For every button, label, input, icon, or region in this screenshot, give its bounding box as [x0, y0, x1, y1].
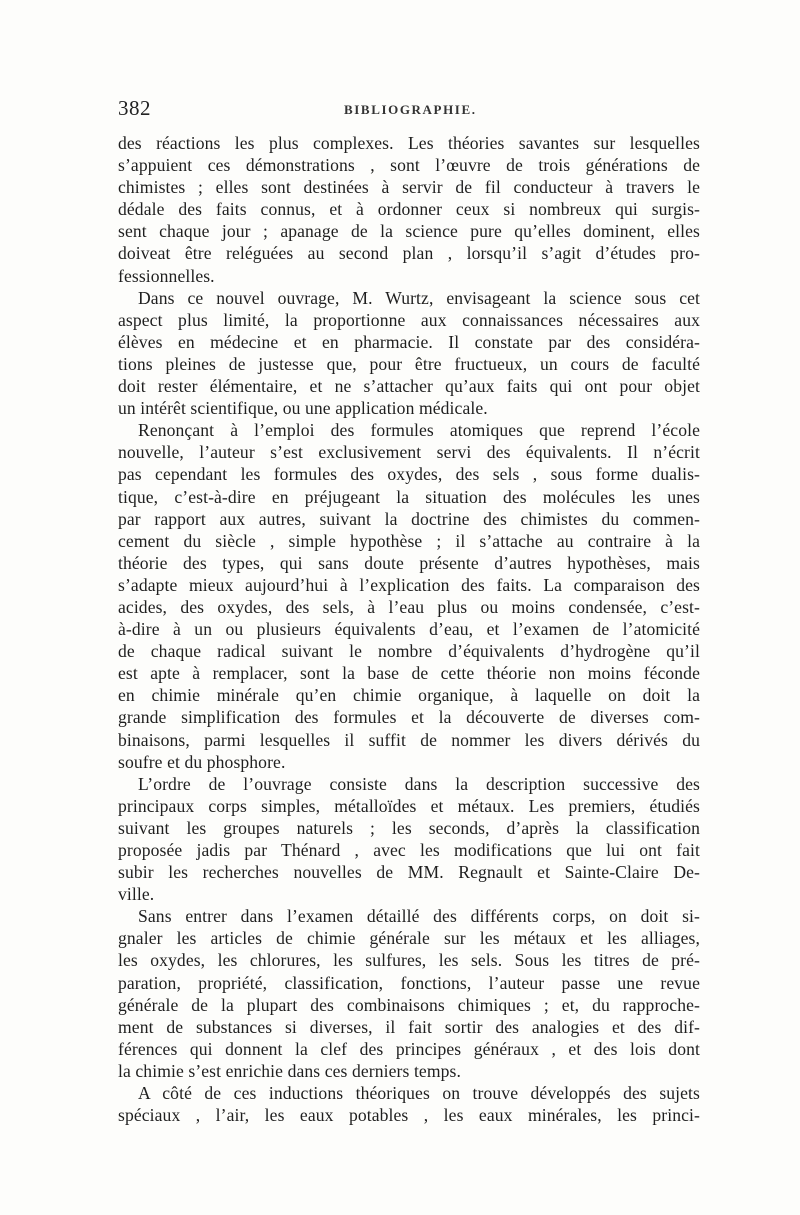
text-line: aspect plus limité, la proportionne aux connaissances nécessaires aux [118, 309, 700, 330]
text-line: sent chaque jour ; apanage de la science pure qu’elles dominent, elles [118, 221, 700, 242]
text-line: spéciaux , l’air, les eaux potables , les eaux minérales, les princi- [118, 1105, 700, 1126]
text-line: grande simplification des formules et la découverte de diverses com- [118, 707, 700, 728]
text-line: en chimie minérale qu’en chimie organique, à laquelle on doit la [118, 685, 700, 706]
text-line: doit rester élémentaire, et ne s’attacher qu’aux faits qui ont pour objet [118, 376, 700, 397]
text-line: proposée jadis par Thénard , avec les modifications que lui ont fait [118, 840, 700, 860]
text-line: doiveat être reléguées au second plan , lorsqu’il s’agit d’études pro- [118, 243, 700, 264]
paragraph-6 [118, 1082, 700, 1126]
paragraph-2 [118, 287, 700, 420]
running-head [118, 96, 700, 126]
text-line: ville. [118, 884, 155, 905]
text-line: A côté de ces inductions théoriques on trouve développés des sujets [138, 1083, 700, 1104]
text-line: la chimie s’est enrichie dans ces derniers temps. [118, 1060, 461, 1081]
text-line: cement du siècle , simple hypothèse ; il s’attache au contraire à la [118, 530, 700, 551]
text-line: pas cependant les formules des oxydes, des sels , sous forme dualis- [118, 464, 700, 485]
text-line: binaisons, parmi lesquelles il suffit de nommer les divers dérivés du [118, 729, 700, 750]
text-line: un intérêt scientifique, ou une application médicale. [118, 398, 488, 419]
text-line: tique, c’est-à-dire en préjugeant la situation des molécules les unes [118, 486, 700, 507]
page-number: 382 [118, 96, 151, 120]
text-line: suivant les groupes naturels ; les seconds, d’après la classification [118, 817, 700, 838]
text-line: nouvelle, l’auteur s’est exclusivement servi des équivalents. Il n’écrit [118, 442, 700, 463]
text-line: subir les recherches nouvelles de MM. Regnault et Sainte-Claire De- [118, 862, 700, 883]
text-line: à-dire à un ou plusieurs équivalents d’eau, et l’examen de l’atomicité [118, 619, 700, 640]
text-line: s’adapte mieux aujourd’hui à l’explication des faits. La comparaison des [118, 574, 700, 595]
text-line: est apte à remplacer, sont la base de cette théorie non moins féconde [118, 663, 700, 684]
text-line: L’ordre de l’ouvrage consiste dans la description successive des [138, 773, 700, 794]
text-line: dédale des faits connus, et à ordonner ceux si nombreux qui surgis- [118, 199, 700, 220]
text-line: élèves en médecine et en pharmacie. Il constate par des considéra- [118, 331, 700, 352]
text-line: Sans entrer dans l’examen détaillé des différents corps, on doit si- [138, 906, 700, 927]
text-line: fessionnelles. [118, 265, 215, 286]
running-title: BIBLIOGRAPHIE. [344, 102, 477, 117]
text-line: s’appuient ces démonstrations , sont l’œuvre de trois générations de [118, 155, 700, 176]
text-line: des réactions les plus complexes. Les théories savantes sur lesquelles [118, 133, 700, 153]
text-line: acides, des oxydes, des sels, à l’eau plus ou moins condensée, c’est- [118, 596, 700, 617]
text-line: Renonçant à l’emploi des formules atomiques que reprend l’école [138, 420, 700, 441]
body-text [118, 132, 700, 1126]
paragraph-1 [118, 132, 700, 287]
text-line: soufre et du phosphore. [118, 751, 286, 772]
text-line: les oxydes, les chlorures, les sulfures, les sels. Sous les titres de pré- [118, 950, 700, 971]
text-line: théorie des types, qui sans doute présente d’autres hypothèses, mais [118, 552, 700, 573]
text-line: par rapport aux autres, suivant la doctrine des chimistes du commen- [118, 508, 700, 529]
text-line: de chaque radical suivant le nombre d’équivalents d’hydrogène qu’il [118, 641, 700, 662]
text-line: tions pleines de justesse que, pour être fructueux, un cours de faculté [118, 353, 700, 374]
text-line: ment de substances si diverses, il fait sortir des analogies et des dif- [118, 1016, 700, 1037]
paragraph-4 [118, 773, 700, 906]
text-line: paration, propriété, classification, fonctions, l’auteur passe une revue [118, 972, 700, 993]
paragraph-5 [118, 905, 700, 1082]
text-line: gnaler les articles de chimie générale sur les métaux et les alliages, [118, 928, 700, 949]
paragraph-3 [118, 419, 700, 773]
text-line: générale de la plupart des combinaisons chimiques ; et, du rapproche- [118, 994, 700, 1015]
text-line: Dans ce nouvel ouvrage, M. Wurtz, envisageant la science sous cet [138, 287, 700, 308]
text-line: férences qui donnent la clef des principes généraux , et des lois dont [118, 1038, 700, 1059]
text-line: chimistes ; elles sont destinées à servir de fil conducteur à travers le [118, 177, 700, 198]
text-line: principaux corps simples, métalloïdes et métaux. Les premiers, étudiés [118, 795, 700, 816]
